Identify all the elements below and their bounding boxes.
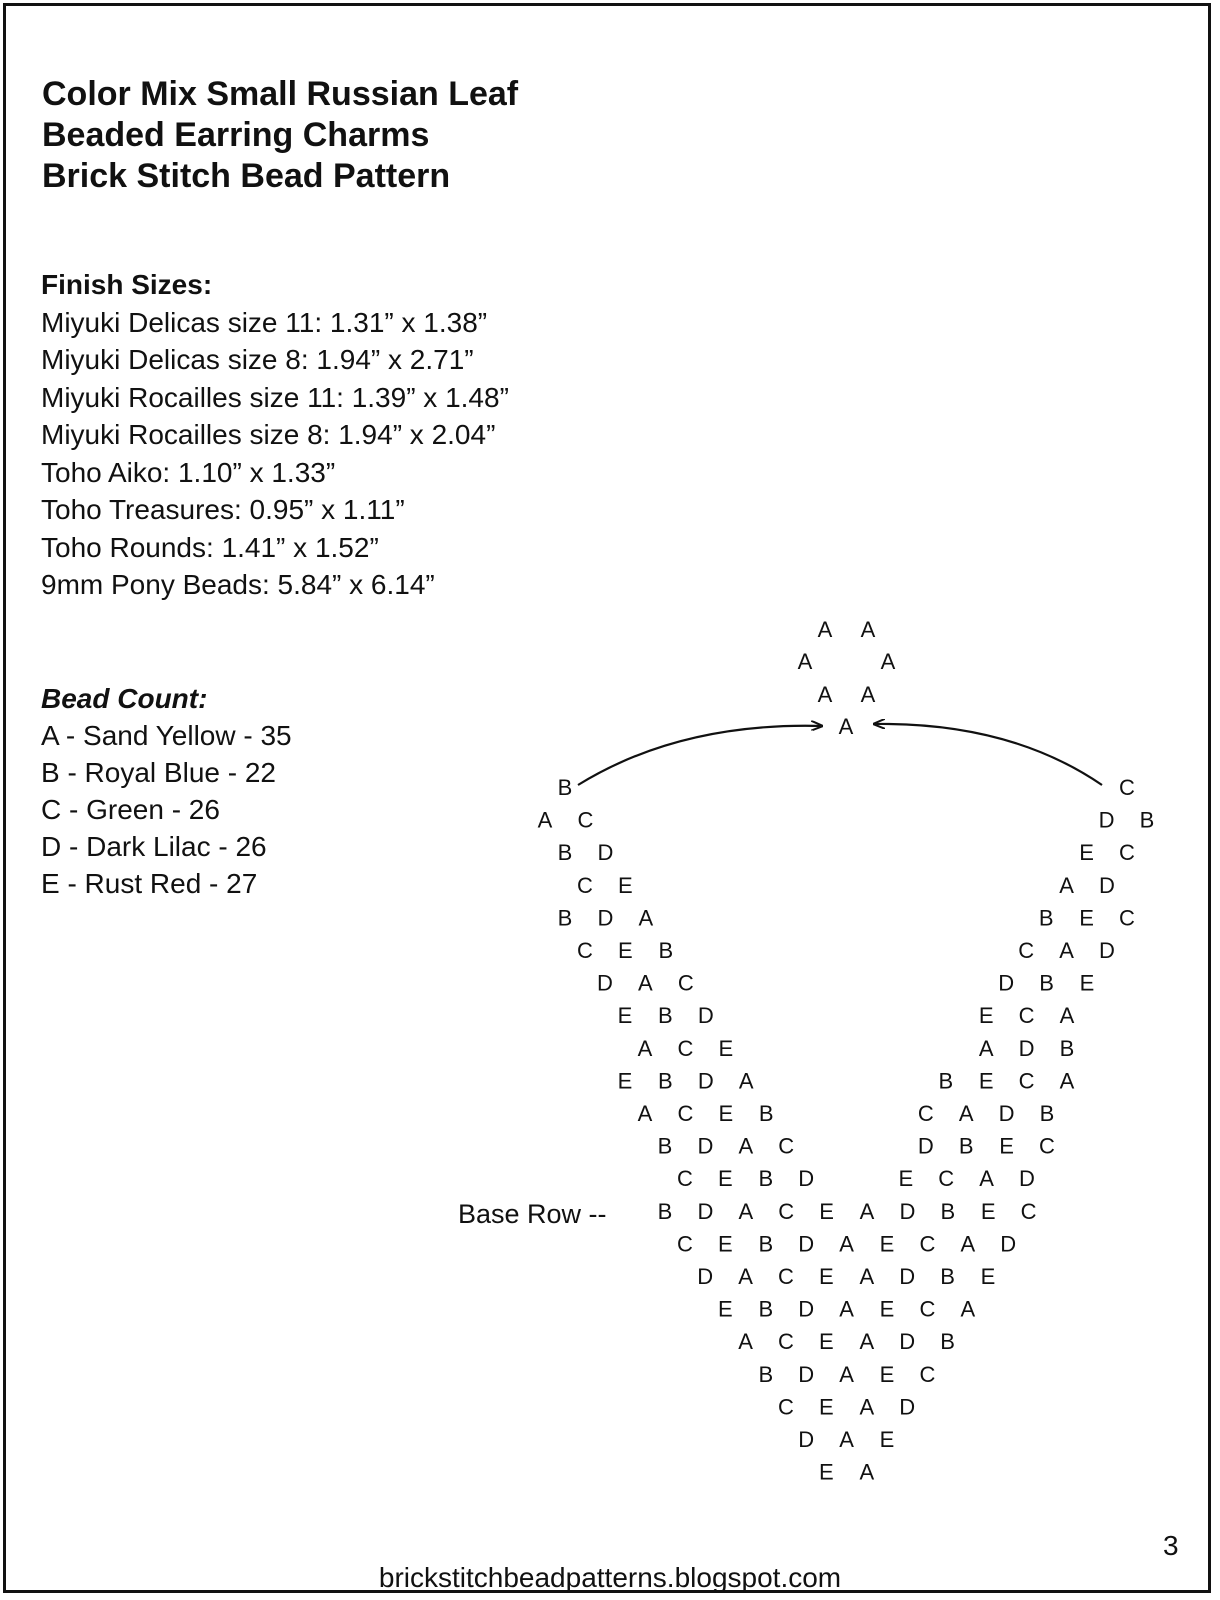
bead-letter: C <box>577 807 594 833</box>
bead-letter: D <box>697 1003 714 1029</box>
bead-letter: B <box>557 775 573 800</box>
bead-letter: E <box>898 1166 914 1192</box>
bead-letter: B <box>758 1166 774 1192</box>
finish-size-item: Toho Aiko: 1.10” x 1.33” <box>41 456 336 488</box>
bead-letter: A <box>637 1101 653 1126</box>
bead-count-item: D - Dark Lilac - 26 <box>41 831 267 862</box>
title-line: Color Mix Small Russian Leaf <box>42 75 519 113</box>
bead-letter: E <box>879 1361 895 1387</box>
bead-letter: A <box>859 1198 875 1224</box>
bead-letter: D <box>917 1133 934 1159</box>
pattern-letters <box>538 617 1155 1485</box>
bead-letter: E <box>718 1231 733 1257</box>
bead-letter: C <box>778 1264 794 1289</box>
bead-letter: C <box>677 970 694 996</box>
bead-letter: A <box>859 1329 875 1355</box>
finish-sizes-heading: Finish Sizes: <box>41 269 213 300</box>
bead-letter: C <box>919 1231 936 1257</box>
bead-letter: B <box>940 1198 956 1224</box>
bead-letter: B <box>938 1068 954 1094</box>
bead-letter: D <box>697 1198 714 1224</box>
bead-letter: D <box>1098 807 1115 833</box>
bead-letter: D <box>697 1264 714 1289</box>
bead-letter: A <box>638 905 654 931</box>
bead-letter: B <box>658 1003 673 1029</box>
bead-letter: D <box>597 905 614 931</box>
bead-letter: E <box>819 1394 834 1420</box>
bead-letter: B <box>557 905 573 931</box>
bead-letter: E <box>980 1264 996 1289</box>
bead-letter: D <box>1099 872 1115 898</box>
bead-letter: E <box>999 1133 1014 1159</box>
bead-letter: A <box>638 970 653 996</box>
bead-letter: A <box>738 1329 753 1355</box>
bead-letter: D <box>899 1394 916 1420</box>
bead-letter: B <box>758 1231 774 1257</box>
bead-letter: C <box>1018 938 1035 963</box>
bead-letter: A <box>960 1231 976 1257</box>
right-arrow <box>874 724 1102 785</box>
bead-letter: D <box>1019 1166 1035 1192</box>
bead-letter: C <box>938 1166 955 1192</box>
finish-size-item: Toho Treasures: 0.95” x 1.11” <box>41 494 405 525</box>
bead-letter: E <box>978 1003 994 1029</box>
bead-letter: A <box>797 649 813 674</box>
bead-letter: A <box>1059 1068 1075 1094</box>
bead-letter: A <box>860 682 876 707</box>
bead-letter: E <box>819 1264 834 1289</box>
bead-letter: A <box>958 1101 974 1126</box>
bead-letter: A <box>860 617 876 642</box>
bead-letter: B <box>958 1133 974 1159</box>
bead-letter: D <box>798 1231 815 1257</box>
finish-size-item: Toho Rounds: 1.41” x 1.52” <box>41 531 379 563</box>
bead-letter: E <box>718 1166 733 1192</box>
bead-letter: D <box>899 1198 916 1224</box>
bead-letter: C <box>778 1133 795 1159</box>
bead-letter: A <box>738 1264 753 1289</box>
bead-letter: A <box>537 807 553 833</box>
bead-letter: A <box>880 649 896 674</box>
bead-letter: B <box>1139 807 1155 833</box>
left-arrow <box>578 726 822 785</box>
bead-letter: B <box>557 840 573 866</box>
bead-letter: B <box>1039 970 1054 996</box>
page-number: 3 <box>1163 1530 1179 1561</box>
bead-letter: E <box>718 1296 733 1322</box>
bead-letter: C <box>1039 1133 1055 1159</box>
bead-letter: D <box>798 1427 815 1452</box>
bead-letter: C <box>919 1361 936 1387</box>
bead-letter: E <box>879 1296 895 1322</box>
bead-letter: B <box>1038 905 1054 931</box>
bead-letter: C <box>677 1231 693 1257</box>
bead-letter: C <box>577 938 593 963</box>
bead-letter: B <box>758 1101 774 1126</box>
bead-letter: C <box>577 872 593 898</box>
bead-letter: A <box>738 1133 754 1159</box>
bead-letter: E <box>718 1101 734 1126</box>
bead-letter: D <box>998 1101 1015 1126</box>
bead-letter: C <box>778 1329 794 1355</box>
bead-letter: B <box>657 1198 673 1224</box>
bead-letter: A <box>979 1166 994 1192</box>
bead-letter: E <box>819 1459 834 1485</box>
bead-letter: A <box>859 1394 875 1420</box>
bead-letter: A <box>960 1296 976 1322</box>
bead-letter: E <box>617 1003 633 1029</box>
bead-count-item: B - Royal Blue - 22 <box>41 757 276 788</box>
bead-letter: E <box>980 1198 996 1224</box>
bead-letter: E <box>819 1329 834 1355</box>
bead-letter: A <box>637 1035 653 1061</box>
bead-letter: C <box>677 1101 694 1126</box>
bead-letter: A <box>839 1296 854 1322</box>
bead-letter: D <box>697 1133 714 1159</box>
finish-size-item: Miyuki Delicas size 11: 1.31” x 1.38” <box>41 306 488 338</box>
bead-letter: A <box>738 1198 754 1224</box>
bead-letter: D <box>798 1296 815 1322</box>
title-line: Beaded Earring Charms <box>42 116 430 154</box>
bead-letter: E <box>617 1068 633 1094</box>
base-row-label: Base Row -- <box>458 1199 607 1229</box>
bead-count-item: C - Green - 26 <box>41 794 220 825</box>
bead-letter: E <box>819 1198 834 1224</box>
bead-letter: D <box>899 1329 916 1355</box>
bead-letter: D <box>1099 938 1115 963</box>
bead-letter: B <box>758 1361 774 1387</box>
bead-letter: B <box>658 1068 673 1094</box>
bead-count-heading: Bead Count: <box>41 683 208 714</box>
bead-letter: C <box>917 1101 934 1126</box>
bead-letter: C <box>1018 1003 1035 1029</box>
bead-letter: D <box>1000 1231 1017 1257</box>
bead-letter: C <box>778 1198 795 1224</box>
bead-letter: C <box>1119 905 1135 931</box>
bead-letter: E <box>1079 905 1094 931</box>
bead-letter: A <box>859 1459 875 1485</box>
bead-letter: E <box>879 1427 895 1452</box>
bead-letter: A <box>1059 1003 1075 1029</box>
bead-letter: B <box>658 938 674 963</box>
bead-count-item: E - Rust Red - 27 <box>41 868 258 899</box>
bead-letter: A <box>978 1035 994 1061</box>
finish-size-item: Miyuki Delicas size 8: 1.94” x 2.71” <box>41 344 474 375</box>
bead-letter: A <box>839 1427 854 1452</box>
bead-letter: C <box>919 1296 936 1322</box>
bead-letter: C <box>1018 1068 1035 1094</box>
bead-letter: D <box>798 1166 815 1192</box>
footer-url: brickstitchbeadpatterns.blogspot.com <box>378 1562 842 1593</box>
bead-letter: C <box>1119 775 1135 800</box>
bead-letter: B <box>657 1133 673 1159</box>
bead-count-item: A - Sand Yellow - 35 <box>41 720 292 751</box>
bead-letter: A <box>838 714 854 739</box>
bead-letter: D <box>798 1361 815 1387</box>
finish-size-item: Miyuki Rocailles size 11: 1.39” x 1.48” <box>41 381 509 413</box>
bead-letter: E <box>1079 840 1094 866</box>
title-line: Brick Stitch Bead Pattern <box>42 157 451 195</box>
bead-letter: C <box>1119 840 1135 866</box>
bead-letter: C <box>677 1166 693 1192</box>
bead-letter: A <box>859 1264 875 1289</box>
bead-letter: A <box>839 1231 854 1257</box>
bead-letter: C <box>677 1035 694 1061</box>
bead-letter: D <box>697 1068 714 1094</box>
bead-letter: C <box>778 1394 794 1420</box>
bead-letter: D <box>597 840 614 866</box>
bead-letter: B <box>1059 1035 1075 1061</box>
bead-letter: E <box>618 872 633 898</box>
bead-letter: B <box>940 1329 955 1355</box>
bead-letter: B <box>940 1264 955 1289</box>
bead-letter: A <box>1059 938 1074 963</box>
bead-letter: A <box>817 682 833 707</box>
bead-letter: A <box>1059 872 1074 898</box>
bead-letter: E <box>618 938 633 963</box>
bead-letter: B <box>758 1296 774 1322</box>
bead-letter: D <box>899 1264 916 1289</box>
bead-letter: E <box>879 1231 895 1257</box>
bead-letter: B <box>1039 1101 1055 1126</box>
bead-letter: C <box>1020 1198 1037 1224</box>
bead-letter: E <box>978 1068 994 1094</box>
bead-letter: A <box>738 1068 754 1094</box>
bead-letter: E <box>718 1035 734 1061</box>
bead-letter: A <box>817 617 833 642</box>
bead-letter: D <box>998 970 1015 996</box>
bead-letter: D <box>1018 1035 1035 1061</box>
finish-size-item: Miyuki Rocailles size 8: 1.94” x 2.04” <box>41 419 496 450</box>
finish-size-item: 9mm Pony Beads: 5.84” x 6.14” <box>41 569 435 600</box>
bead-letter: D <box>597 970 613 996</box>
bead-letter: A <box>839 1361 854 1387</box>
bead-letter: E <box>1079 970 1095 996</box>
